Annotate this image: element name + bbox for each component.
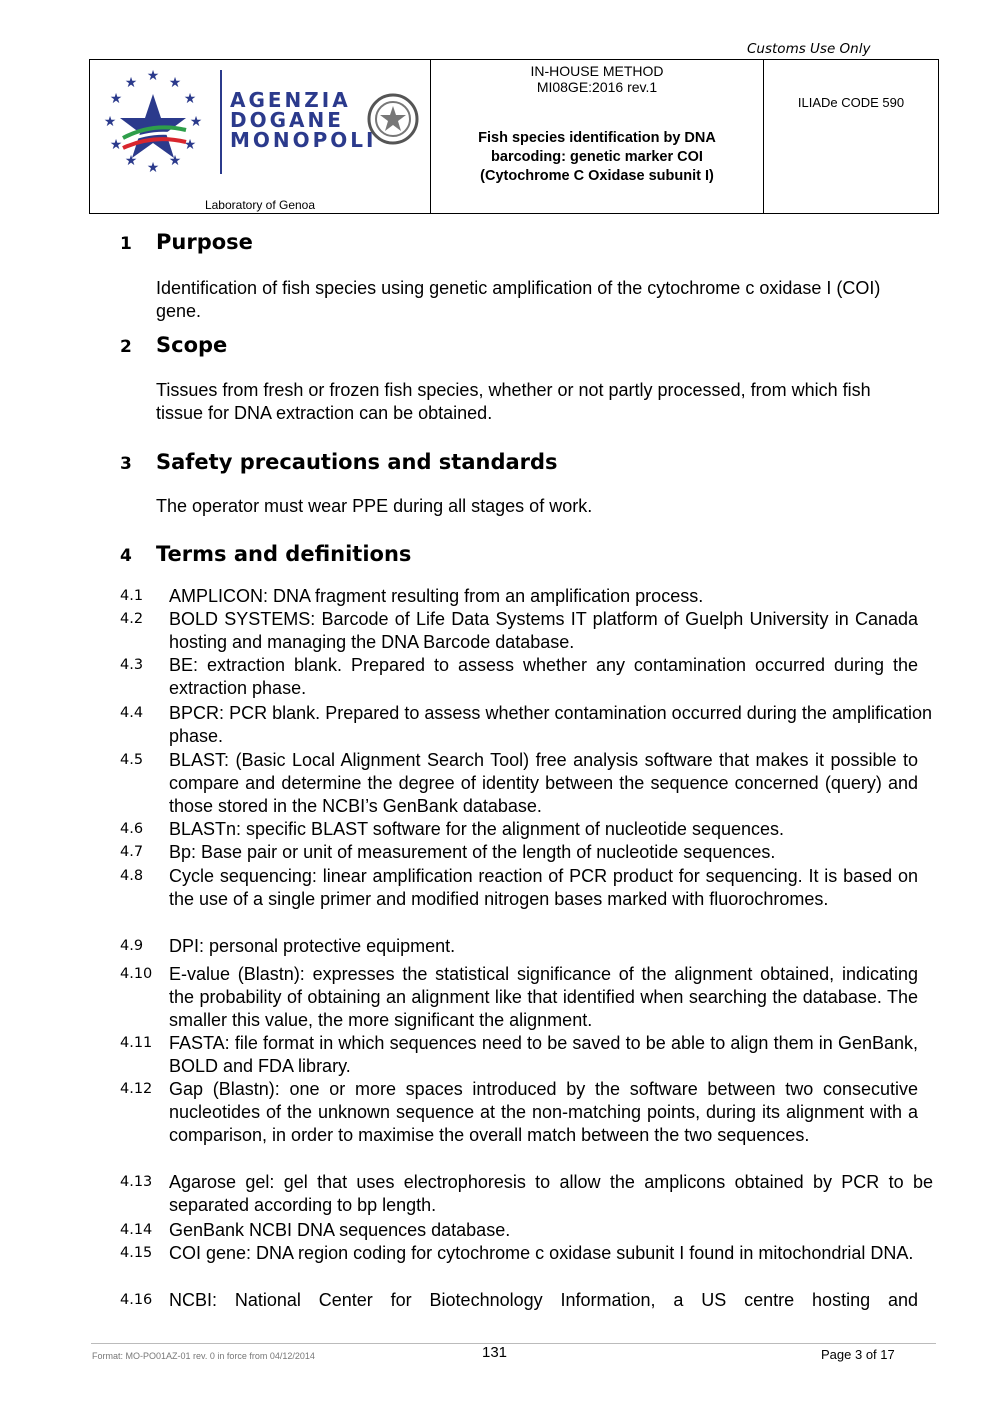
- definition-item: [120, 1242, 918, 1265]
- method-code: MI08GE:2016 rev.1: [536, 79, 658, 95]
- definition-number: 4.13: [120, 1174, 153, 1190]
- definition-number: 4.9: [120, 938, 144, 954]
- svg-text:★: ★: [146, 69, 160, 84]
- logo-line-3: MONOPOLI: [230, 128, 377, 152]
- lab-name: Laboratory of Genoa: [204, 198, 316, 212]
- definition-item: [120, 1289, 918, 1312]
- definition-item: [120, 1032, 918, 1078]
- section-title: Purpose: [156, 230, 253, 254]
- definition-number: 4.2: [120, 611, 144, 627]
- document-title-line-1: Fish species identification by DNA: [478, 130, 716, 146]
- definition-item: [120, 818, 918, 841]
- footer-divider: [91, 1343, 936, 1344]
- section-heading-4: [120, 542, 411, 566]
- footer-format: Format: MO-PO01AZ-01 rev. 0 in force from 04/12/2014: [92, 1351, 315, 1361]
- definition-text: BPCR: PCR blank. Prepared to assess whether contamination occurred during the amplification phase.: [169, 703, 932, 746]
- republic-emblem-icon: [365, 90, 421, 148]
- definition-item: [120, 935, 918, 958]
- customs-label: Customs Use Only: [747, 41, 871, 57]
- definition-number: 4.10: [120, 966, 153, 982]
- svg-text:★: ★: [183, 92, 197, 107]
- definition-item: [120, 585, 918, 608]
- svg-text:★: ★: [124, 154, 138, 169]
- definition-text: Bp: Base pair or unit of measurement of the length of nucleotide sequences.: [169, 842, 776, 862]
- definition-item: [120, 1219, 918, 1242]
- definition-text: FASTA: file format in which sequences need to be saved to be able to align them in GenBank, BOLD and FDA library.: [169, 1033, 918, 1076]
- definition-text: BLASTn: specific BLAST software for the alignment of nucleotide sequences.: [169, 819, 785, 839]
- section-text-1: Identification of fish species using genetic amplification of the cytochrome c oxidase I (COI) gene.: [156, 278, 881, 321]
- definition-number: 4.1: [120, 588, 144, 604]
- document-title-line-3: (Cytochrome C Oxidase subunit I): [480, 168, 714, 184]
- definition-text: Gap (Blastn): one or more spaces introduced by the software between two consecutive nucleotides of the unknown sequence at the non-matching points, during its alignment with a comparison, in order to maximise the overall match between the two sequences.: [169, 1079, 918, 1145]
- section-text-2: Tissues from fresh or frozen fish species, whether or not partly processed, from which fish tissue for DNA extraction can be obtained.: [156, 380, 871, 423]
- definition-text: BE: extraction blank. Prepared to assess whether any contamination occurred during the extraction phase.: [169, 655, 918, 698]
- definition-number: 4.4: [120, 705, 144, 721]
- definition-number: 4.11: [120, 1035, 153, 1051]
- svg-text:★: ★: [109, 92, 123, 107]
- section-heading-1: [120, 230, 253, 254]
- section-number: 4: [120, 546, 132, 566]
- svg-text:★: ★: [109, 138, 123, 153]
- svg-text:★: ★: [168, 76, 182, 91]
- section-title: Safety precautions and standards: [156, 450, 558, 474]
- definition-text: BOLD SYSTEMS: Barcode of Life Data Systems IT platform of Guelph University in Canada hosting and managing the DNA Barcode database.: [169, 609, 918, 652]
- svg-text:★: ★: [103, 115, 117, 130]
- definition-number: 4.6: [120, 821, 144, 837]
- method-label: IN-HOUSE METHOD: [530, 63, 664, 79]
- definition-number: 4.7: [120, 844, 144, 860]
- footer-page-number: 131: [482, 1344, 508, 1361]
- definition-text: NCBI: National Center for Biotechnology Information, a US centre hosting and: [169, 1290, 918, 1310]
- definition-number: 4.16: [120, 1292, 153, 1308]
- definition-number: 4.14: [120, 1222, 153, 1238]
- svg-text:★: ★: [183, 138, 197, 153]
- section-heading-3: [120, 450, 558, 474]
- definition-text: DPI: personal protective equipment.: [169, 936, 456, 956]
- section-number: 2: [120, 337, 132, 357]
- definition-number: 4.12: [120, 1081, 153, 1097]
- svg-text:★: ★: [124, 76, 138, 91]
- definition-item: [120, 702, 932, 748]
- section-heading-2: [120, 333, 227, 357]
- svg-text:★: ★: [189, 115, 203, 130]
- definition-item: [120, 608, 918, 654]
- definition-number: 4.15: [120, 1245, 153, 1261]
- definition-text: COI gene: DNA region coding for cytochrome c oxidase subunit I found in mitochondrial DNA.: [169, 1243, 914, 1263]
- definition-item: [120, 749, 918, 818]
- definition-item: [120, 865, 918, 911]
- definition-text: Agarose gel: gel that uses electrophoresis to allow the amplicons obtained by PCR to be separated according to bp length.: [169, 1172, 933, 1215]
- eu-stars-logo-icon: [98, 66, 208, 181]
- definition-item: [120, 1171, 933, 1217]
- method-cell: [431, 60, 764, 214]
- definition-text: Cycle sequencing: linear amplification reaction of PCR product for sequencing. It is based on the use of a single primer and modified nitrogen bases marked with fluorochromes.: [169, 866, 918, 909]
- section-number: 3: [120, 454, 132, 474]
- definition-item: [120, 841, 918, 864]
- definition-number: 4.8: [120, 868, 144, 884]
- agency-logo-text: [230, 90, 377, 150]
- logo-divider: [220, 70, 222, 174]
- definition-item: [120, 654, 918, 700]
- svg-text:★: ★: [146, 161, 160, 176]
- document-title-line-2: barcoding: genetic marker COI: [491, 149, 703, 165]
- definition-text: E-value (Blastn): expresses the statistical significance of the alignment obtained, indicating the probability of obtaining an alignment like that identified when searching the database. The smaller this value, the more significant the alignment.: [169, 964, 918, 1030]
- section-number: 1: [120, 234, 132, 254]
- code-cell: [764, 60, 939, 214]
- definition-number: 4.3: [120, 657, 144, 673]
- definition-number: 4.5: [120, 752, 144, 768]
- header-table: [89, 59, 939, 214]
- section-title: Scope: [156, 333, 228, 357]
- logo-line-1: AGENZIA: [230, 88, 351, 112]
- iliade-code: ILIADe CODE 590: [797, 94, 905, 110]
- footer-page-count: Page 3 of 17: [821, 1347, 895, 1362]
- logo-cell: [90, 60, 431, 214]
- definition-item: [120, 963, 918, 1032]
- definition-text: AMPLICON: DNA fragment resulting from an amplification process.: [169, 586, 704, 606]
- section-text-3: The operator must wear PPE during all stages of work.: [156, 496, 593, 516]
- definition-item: [120, 1078, 918, 1147]
- definition-text: BLAST: (Basic Local Alignment Search Tool) free analysis software that makes it possible to compare and determine the degree of identity between the sequence concerned (query) and those stored in the NCBI’s GenBank database.: [169, 750, 918, 816]
- svg-text:★: ★: [168, 154, 182, 169]
- section-title: Terms and definitions: [156, 542, 412, 566]
- definition-text: GenBank NCBI DNA sequences database.: [169, 1220, 511, 1240]
- logo-line-2: DOGANE: [230, 108, 344, 132]
